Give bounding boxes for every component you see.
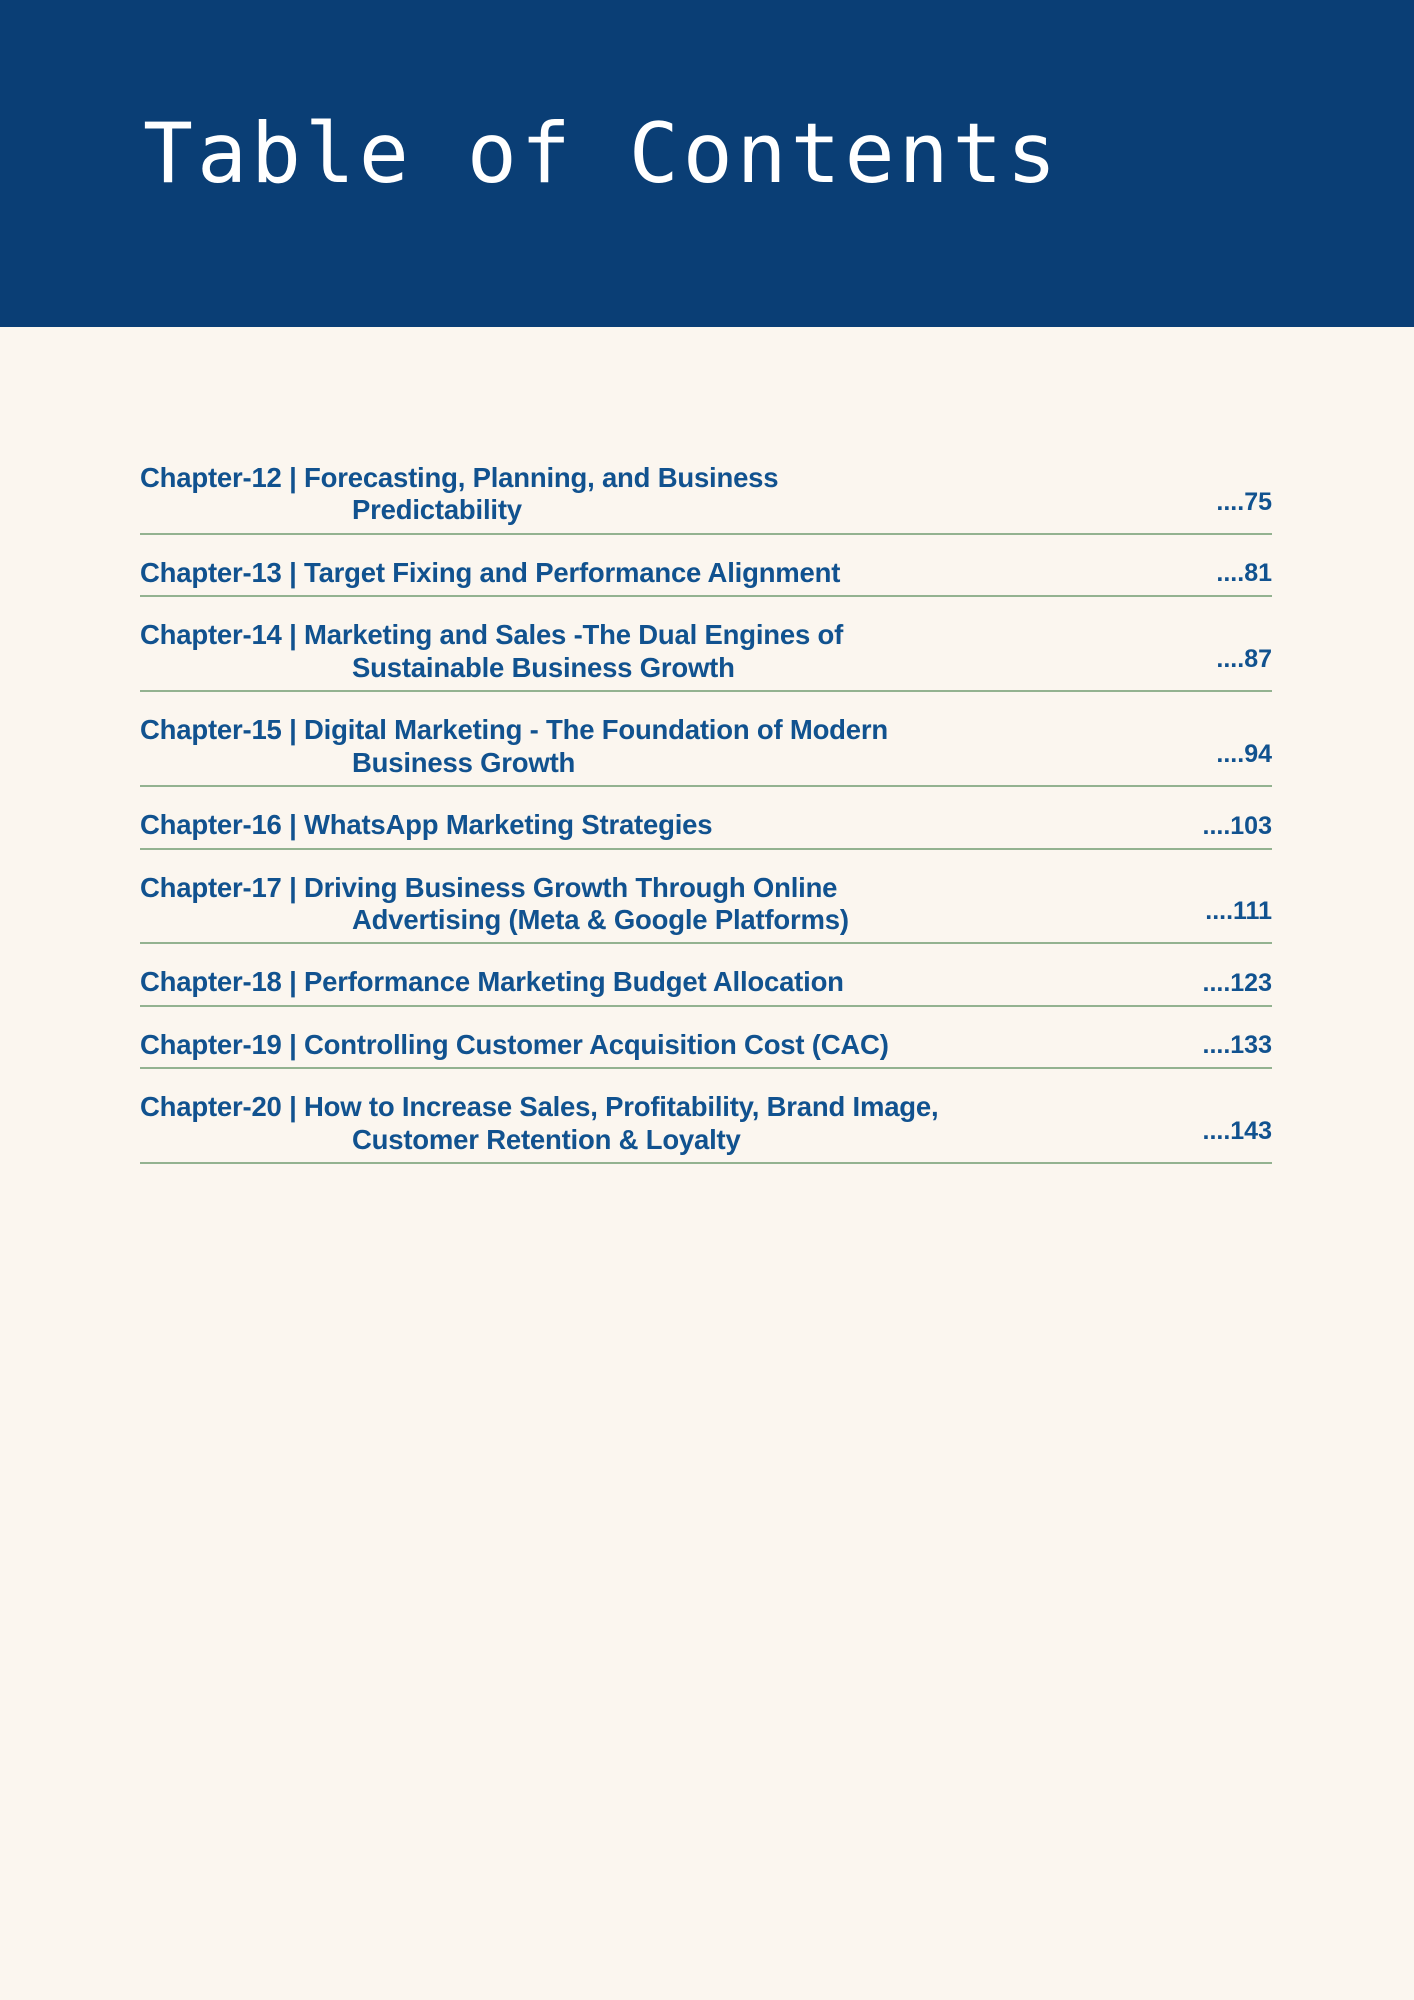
toc-entry[interactable]	[140, 872, 1272, 945]
toc-entry-title-line2: Predictability	[352, 494, 522, 526]
toc-entry-title	[140, 872, 849, 937]
header-band	[0, 0, 1414, 327]
toc-entry-title-line2: Customer Retention & Loyalty	[352, 1123, 741, 1155]
toc-entry-title-line1: Chapter-13 | Target Fixing and Performance Alignment	[140, 556, 841, 588]
toc-entry-title-line1: Chapter-12 | Forecasting, Planning, and Business	[140, 462, 779, 493]
toc-entry-title-line2: Business Growth	[352, 746, 576, 778]
toc-entry-page: ....103	[1202, 811, 1272, 840]
toc-entry[interactable]	[140, 619, 1272, 692]
toc-entry[interactable]	[140, 462, 1272, 535]
toc-entry-title	[140, 714, 888, 779]
table-of-contents	[140, 462, 1272, 1186]
toc-entry[interactable]	[140, 1029, 1272, 1069]
toc-entry-title-line1: Chapter-14 | Marketing and Sales -The Dual Engines of	[140, 619, 844, 651]
toc-entry-title-line2: Advertising (Meta & Google Platforms)	[352, 903, 849, 935]
toc-entry-page: ....81	[1216, 559, 1272, 588]
toc-entry-title	[140, 966, 844, 998]
toc-entry-title-line1: Chapter-18 | Performance Marketing Budget Allocation	[140, 966, 844, 998]
toc-entry-title	[140, 462, 778, 527]
toc-entry-title	[140, 619, 843, 684]
toc-entry-title-line1: Chapter-15 | Digital Marketing - The Foundation of Modern	[140, 714, 888, 746]
toc-entry-page: ....143	[1202, 1117, 1272, 1146]
toc-entry[interactable]	[140, 557, 1272, 597]
page-title: Table of Contents	[143, 105, 1061, 202]
toc-entry-title	[140, 557, 840, 589]
toc-entry-title-line1: Chapter-16 | WhatsApp Marketing Strategies	[140, 809, 713, 841]
toc-entry[interactable]	[140, 966, 1272, 1006]
toc-entry-page: ....87	[1216, 645, 1272, 674]
toc-entry-title-line2: Sustainable Business Growth	[352, 651, 735, 683]
toc-entry-title-line1: Chapter-19 | Controlling Customer Acquisition Cost (CAC)	[140, 1028, 889, 1060]
toc-entry-page: ....94	[1216, 740, 1272, 769]
toc-entry-title	[140, 1029, 889, 1061]
toc-entry-title-line1: Chapter-17 | Driving Business Growth Through Online	[140, 871, 838, 903]
toc-entry[interactable]	[140, 714, 1272, 787]
toc-entry-page: ....133	[1202, 1031, 1272, 1060]
toc-entry-page: ....123	[1202, 968, 1272, 997]
toc-entry-title-line1: Chapter-20 | How to Increase Sales, Profitability, Brand Image,	[140, 1091, 939, 1123]
toc-entry-page: ....75	[1216, 487, 1272, 516]
toc-entry-title	[140, 1091, 938, 1156]
toc-entry[interactable]	[140, 809, 1272, 849]
toc-entry-page: ....111	[1205, 897, 1272, 926]
toc-entry-title	[140, 809, 712, 841]
toc-entry[interactable]	[140, 1091, 1272, 1164]
